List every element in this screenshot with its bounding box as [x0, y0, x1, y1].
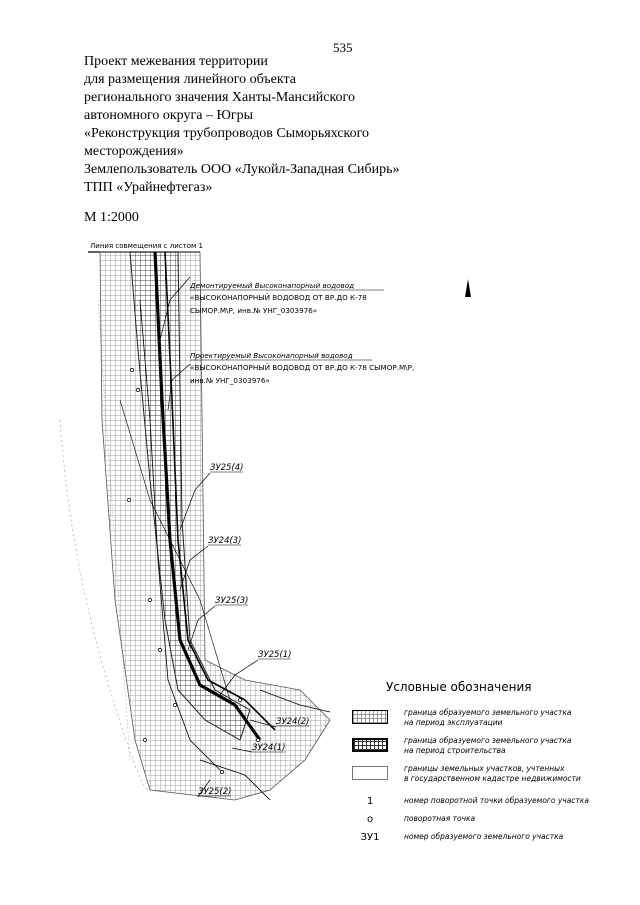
designed-pipeline-label: Проектируемый Высоконапорный водовод — [190, 351, 353, 360]
title-line: Землепользователь ООО «Лукойл-Западная Сибирь» — [84, 162, 400, 177]
legend-text: номер образуемого земельного участка — [404, 832, 564, 841]
legend-symbol: о — [366, 814, 374, 825]
legend-swatch-dark-grid — [352, 738, 388, 752]
legend-text: граница образуемого земельного участка — [404, 736, 572, 745]
legend-item-construction — [352, 736, 622, 762]
legend-text: номер поворотной точки образуемого участка — [404, 796, 589, 805]
parcel-label: ЗУ25(4) — [210, 463, 244, 473]
title-line: регионального значения Ханты-Мансийского — [84, 90, 355, 105]
designed-pipeline-label: «ВЫСОКОНАПОРНЫЙ ВОДОВОД ОТ ВР.ДО К-78 СЫМОР.М\Р, — [190, 363, 415, 372]
legend-swatch-empty — [352, 766, 388, 780]
legend-text: границы земельных участков, учтенных — [404, 764, 565, 773]
parcel-label: ЗУ24(2) — [276, 717, 310, 727]
title-line: «Реконструкция трубопроводов Сыморьяхского — [84, 126, 370, 141]
legend-swatch-light-grid — [352, 710, 388, 724]
parcel-label: ЗУ24(3) — [208, 536, 242, 546]
dismantled-pipeline-label: СЫМОР.М\Р, инв.№ УНГ_0303976» — [190, 306, 318, 315]
title-line: автономного округа – Югры — [84, 108, 253, 123]
title-line: ТПП «Урайнефтегаз» — [84, 180, 213, 195]
legend-text: на период строительства — [404, 746, 506, 755]
match-line-label: Линия совмещения с листом 1 — [90, 242, 203, 250]
parcel-label: ЗУ25(3) — [215, 596, 249, 606]
parcel-label: ЗУ25(1) — [258, 650, 292, 660]
legend-symbol: ЗУ1 — [360, 832, 380, 843]
legend-symbol: 1 — [366, 796, 374, 807]
title-line: для размещения линейного объекта — [84, 72, 296, 87]
legend-item-operation — [352, 708, 622, 734]
title-line: Проект межевания территории — [84, 54, 268, 69]
page-number: 535 — [333, 40, 353, 55]
legend-text: в государственном кадастре недвижимости — [404, 774, 581, 783]
legend-item-parcel-number — [352, 832, 622, 858]
parcel-label: ЗУ25(2) — [198, 787, 232, 797]
map-scale: М 1:2000 — [84, 210, 139, 225]
dismantled-pipeline-label: «ВЫСОКОНАПОРНЫЙ ВОДОВОД ОТ ВР.ДО К-78 — [190, 293, 367, 302]
legend-text: на период эксплуатации — [404, 718, 503, 727]
north-arrow-icon — [465, 279, 471, 297]
parcel-label: ЗУ24(1) — [252, 743, 286, 753]
legend-title: Условные обозначения — [386, 680, 532, 694]
legend-text: поворотная точка — [404, 814, 476, 823]
designed-pipeline-label: инв.№ УНГ_0303976» — [190, 376, 270, 385]
dismantled-pipeline-label: Демонтируемый Высоконапорный водовод — [190, 281, 355, 290]
legend-text: граница образуемого земельного участка — [404, 708, 572, 717]
title-line: месторождения» — [84, 144, 184, 159]
legend-item-cadastral — [352, 764, 622, 790]
